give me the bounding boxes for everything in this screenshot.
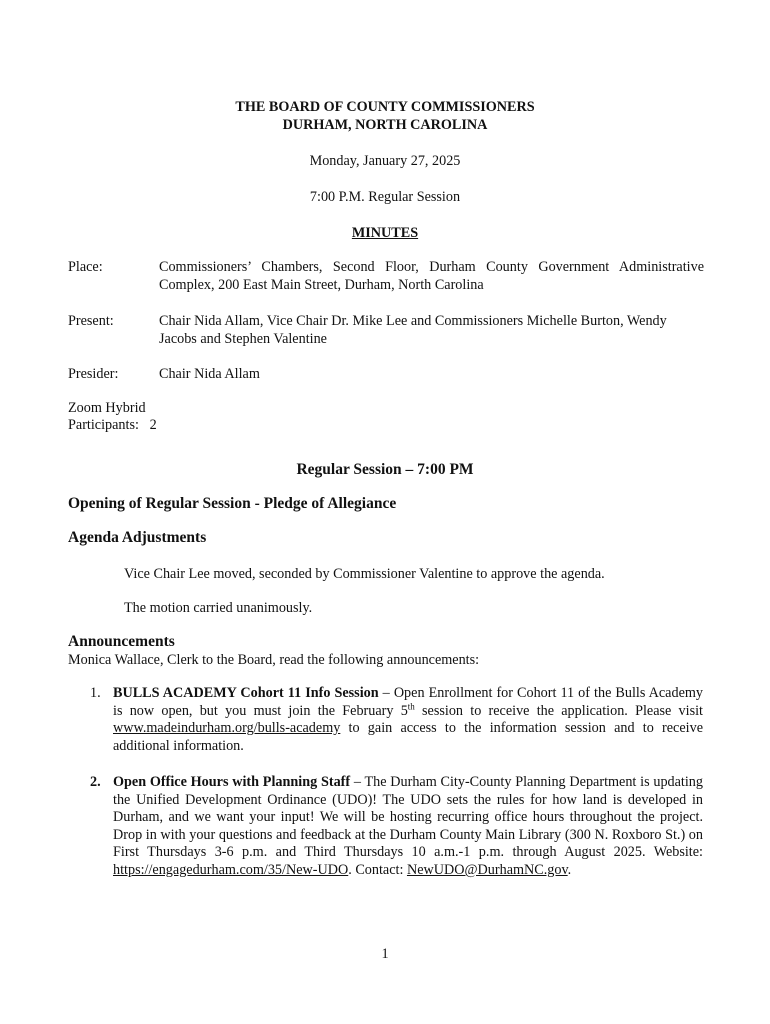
place-label: Place: <box>68 259 103 275</box>
participants-count: Participants: 2 <box>68 417 157 433</box>
minutes-heading: MINUTES <box>351 225 419 241</box>
agenda-motion: Vice Chair Lee moved, seconded by Commissioner Valentine to approve the agenda. <box>124 566 605 582</box>
agenda-result: The motion carried unanimously. <box>124 600 313 616</box>
item-2-text-a: – The Durham City-County Planning Department is updating the Unified Development Ordinance (UDO)! The UDO sets the rules for how land is developed in Durham, and we want your input! We will be hosting recurring office hours throughout the project. Drop in with your questions and feedback at the Durham County Main Library (300 N. Roxboro St.) on First Thursdays 3-6 p.m. and Third Thursdays 10 a.m.-1 p.m. through August 2025. Website: <box>113 774 703 861</box>
engage-durham-link[interactable]: https://engagedurham.com/35/New-UDO <box>113 861 349 878</box>
item-1-sup: th <box>407 700 415 711</box>
announcements-intro: Monica Wallace, Clerk to the Board, read the following announcements: <box>68 652 480 668</box>
item-1-text-c: to gain access to the information session and to receive additional information. <box>113 720 703 754</box>
page-number: 1 <box>381 946 389 962</box>
board-title: THE BOARD OF COUNTY COMMISSIONERS <box>235 99 535 115</box>
announcements-heading: Announcements <box>68 633 175 650</box>
zoom-hybrid: Zoom Hybrid <box>68 400 146 416</box>
item-1-title: BULLS ACADEMY Cohort 11 Info Session <box>113 685 379 701</box>
present-value: Chair Nida Allam, Vice Chair Dr. Mike Lee and Commissioners Michelle Burton, Wendy Jacobs and Stephen Valentine <box>159 313 667 347</box>
udo-email-link[interactable]: NewUDO@DurhamNC.gov <box>406 861 568 878</box>
item-2-text-c: . <box>567 861 572 878</box>
item-1-text-b: session to receive the application. Please visit <box>414 702 703 719</box>
item-1-text-a: – Open Enrollment for Cohort 11 of the Bulls Academy is now open, but you must join the February 5 <box>113 685 703 719</box>
bulls-academy-link[interactable]: www.madeindurham.org/bulls-academy <box>113 720 341 737</box>
item-2-title: Open Office Hours with Planning Staff <box>113 774 351 790</box>
board-location: DURHAM, NORTH CAROLINA <box>282 117 488 133</box>
item-2-number: 2. <box>90 774 101 790</box>
session-time: 7:00 P.M. Regular Session <box>309 189 461 205</box>
presider-label: Presider: <box>68 366 119 382</box>
agenda-heading: Agenda Adjustments <box>68 529 207 546</box>
presider-value: Chair Nida Allam <box>159 366 260 382</box>
place-value: Commissioners’ Chambers, Second Floor, Durham County Government Administrative Complex, 200 East Main Street, Durham, North Carolina <box>159 259 704 293</box>
regular-session-heading: Regular Session – 7:00 PM <box>296 461 474 478</box>
item-1-number: 1. <box>90 685 101 701</box>
announcement-item-1 <box>113 685 703 755</box>
item-2-text-b: . Contact: <box>348 861 407 878</box>
meeting-date: Monday, January 27, 2025 <box>309 153 461 169</box>
announcement-item-2 <box>113 774 703 880</box>
present-label: Present: <box>68 313 114 329</box>
opening-heading: Opening of Regular Session - Pledge of Allegiance <box>68 495 397 512</box>
